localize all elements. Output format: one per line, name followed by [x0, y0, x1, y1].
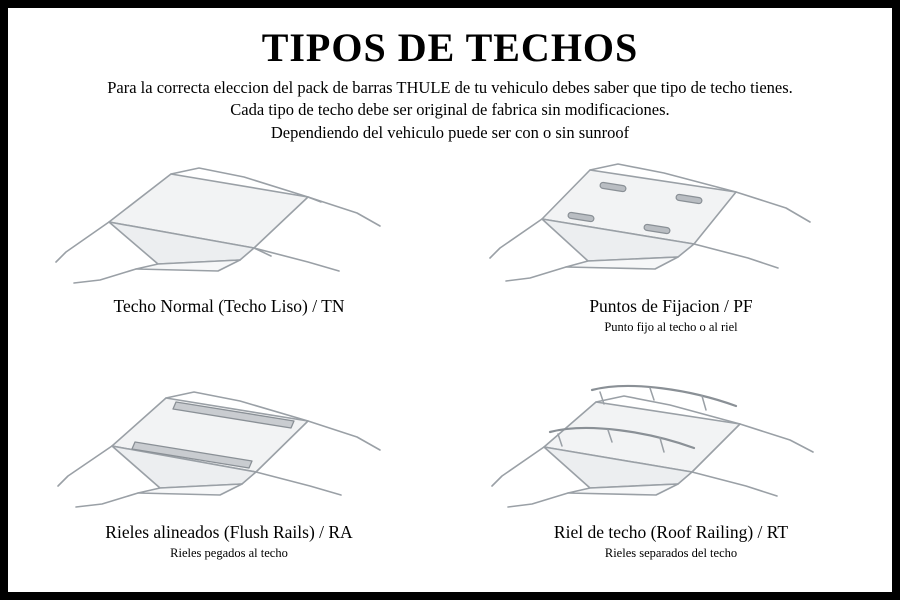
roof-type-card-riel-de-techo	[450, 366, 892, 592]
roof-type-title: Riel de techo (Roof Railing) / RT	[553, 522, 789, 542]
intro-text	[8, 77, 892, 144]
raised-railing-roof-illustration	[450, 366, 892, 526]
page-title: TIPOS DE TECHOS	[261, 25, 639, 70]
roof-type-card-techo-normal	[8, 140, 450, 366]
roof-type-caption-riel-de-techo	[450, 522, 892, 561]
intro-line-2: Cada tipo de techo debe ser original de fabrica sin modificaciones.	[230, 100, 670, 120]
diagram-sheet	[8, 8, 892, 592]
intro-line-1: Para la correcta eleccion del pack de barras THULE de tu vehiculo debes saber que tipo de techo tienes.	[107, 78, 793, 97]
flush-rails-roof-illustration	[8, 366, 450, 526]
roof-type-title: Puntos de Fijacion / PF	[589, 296, 753, 316]
roof-type-note: Punto fijo al techo o al riel	[604, 320, 738, 334]
roof-type-note: Rieles pegados al techo	[170, 546, 288, 560]
intro-line-3: Dependiendo del vehiculo puede ser con o sin sunroof	[270, 122, 630, 142]
roof-type-caption-rieles-alineados	[8, 522, 450, 561]
roof-type-caption-techo-normal	[8, 296, 450, 317]
roof-type-caption-puntos-de-fijacion	[450, 296, 892, 335]
roof-type-card-rieles-alineados	[8, 366, 450, 592]
roof-type-title: Techo Normal (Techo Liso) / TN	[113, 296, 345, 316]
roof-type-card-puntos-de-fijacion	[450, 140, 892, 366]
roof-types-grid	[8, 140, 892, 592]
roof-type-note: Rieles separados del techo	[604, 546, 738, 560]
fixed-points-roof-illustration	[450, 140, 892, 300]
roof-type-title: Rieles alineados (Flush Rails) / RA	[105, 522, 353, 542]
plain-roof-illustration	[8, 140, 450, 300]
